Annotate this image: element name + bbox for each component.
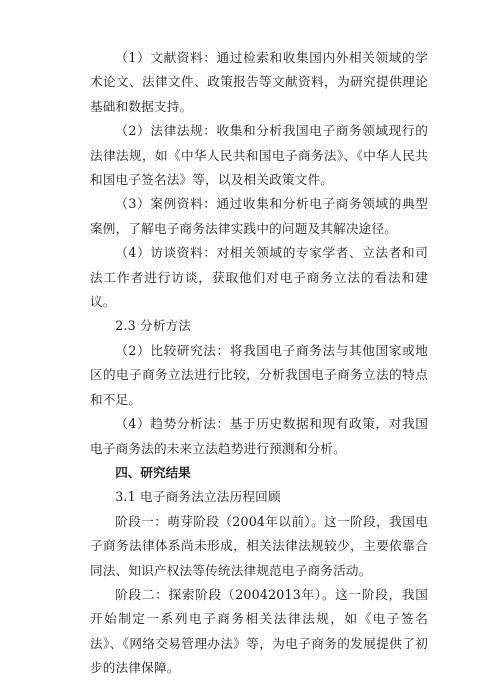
paragraph-interview-materials: （4）访谈资料：对相关领域的专家学者、立法者和司法工作者进行访谈，获取他们对电子商务立法的看法和建议。 (90, 245, 428, 310)
document-page (90, 46, 428, 681)
paragraph-comparative-method: （2）比较研究法：将我国电子商务法与其他国家或地区的电子商务立法进行比较，分析我国电子商务立法的特点和不足。 (90, 342, 428, 407)
paragraph-stage-two: 阶段二：探索阶段（20042013年）。这一阶段，我国开始制定一系列电子商务相关法律法规，如《电子签名法》、《网络交易管理办法》等，为电子商务的发展提供了初步的法律保障。 (90, 586, 428, 676)
paragraph-stage-one: 阶段一：萌芽阶段（2004年以前）。这一阶段，我国电子商务法律体系尚未形成，相关法律法规较少，主要依靠合同法、知识产权法等传统法律规范电子商务活动。 (90, 513, 428, 578)
paragraph-laws-regulations: （2）法律法规：收集和分析我国电子商务领域现行的法律法规，如《中华人民共和国电子商务法》、《中华人民共和国电子签名法》等，以及相关政策文件。 (90, 123, 428, 188)
section-title-analysis-methods: 2.3 分析方法 (115, 318, 192, 334)
paragraph-case-materials: （3）案例资料：通过收集和分析电子商务领域的典型案例，了解电子商务法律实践中的问题及其解决途径。 (90, 196, 428, 236)
heading-research-results: 四、研究结果 (115, 464, 191, 480)
paragraph-trend-analysis: （4）趋势分析法：基于历史数据和现有政策，对我国电子商务法的未来立法趋势进行预测和分析。 (90, 416, 428, 456)
section-title-legislative-history: 3.1 电子商务法立法历程回顾 (115, 489, 281, 505)
paragraph-literature-materials: （1）文献资料：通过检索和收集国内外相关领域的学术论文、法律文件、政策报告等文献资料，为研究提供理论基础和数据支持。 (90, 50, 428, 114)
